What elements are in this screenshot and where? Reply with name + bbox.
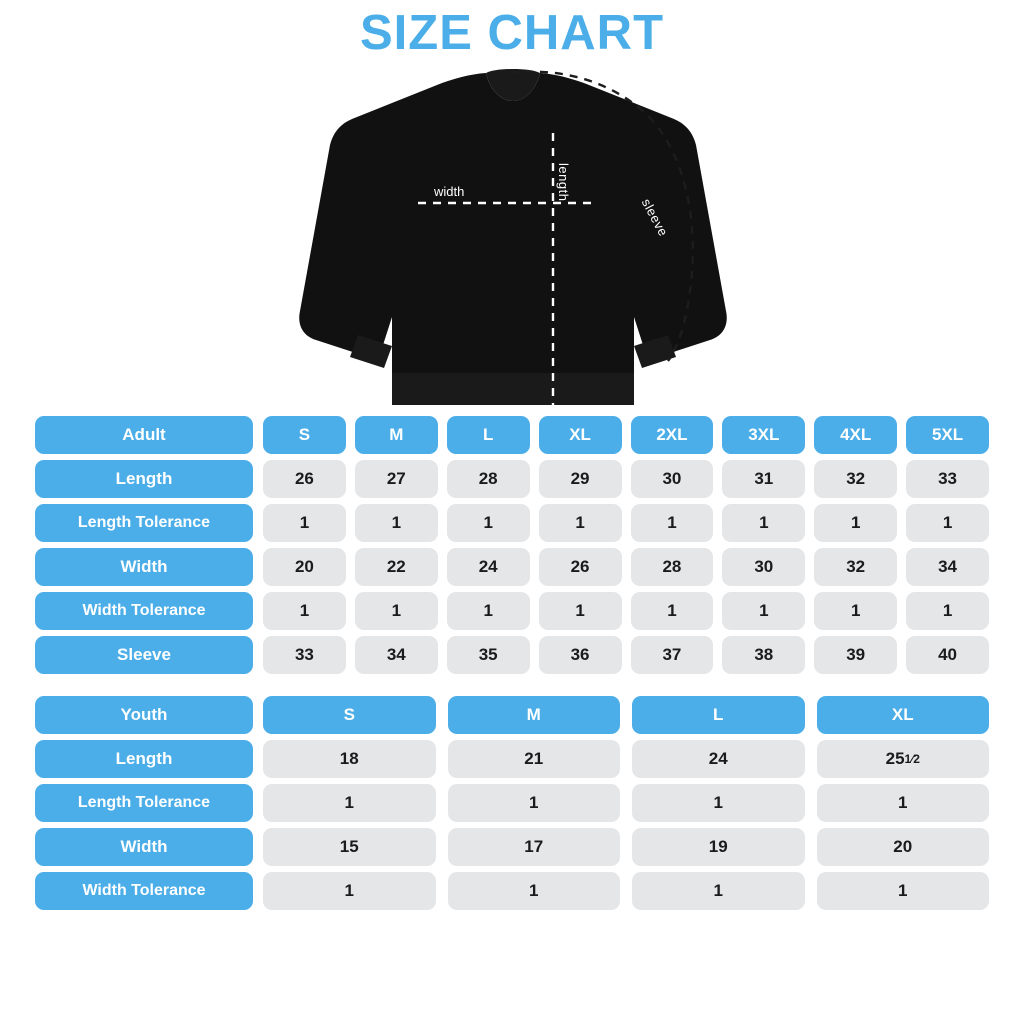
section-divider bbox=[0, 680, 1024, 696]
data-cell: 1 bbox=[263, 504, 346, 542]
table-row bbox=[35, 460, 989, 498]
data-cell: 15 bbox=[263, 828, 436, 866]
row-label: Width Tolerance bbox=[35, 872, 253, 910]
data-cell: 38 bbox=[722, 636, 805, 674]
table-row bbox=[35, 592, 989, 630]
row-label: Length bbox=[35, 740, 253, 778]
data-cell: 26 bbox=[539, 548, 622, 586]
row-label: Width Tolerance bbox=[35, 592, 253, 630]
data-cell: 36 bbox=[539, 636, 622, 674]
data-cell: 35 bbox=[447, 636, 530, 674]
adult-column-header: 2XL bbox=[631, 416, 714, 454]
data-cell: 31 bbox=[722, 460, 805, 498]
data-cell: 1 bbox=[906, 592, 989, 630]
data-cell: 24 bbox=[632, 740, 805, 778]
table-row bbox=[35, 784, 989, 822]
row-label: Length bbox=[35, 460, 253, 498]
youth-column-header: XL bbox=[817, 696, 990, 734]
data-cell: 33 bbox=[906, 460, 989, 498]
data-cell: 1 bbox=[263, 784, 436, 822]
data-cell: 32 bbox=[814, 460, 897, 498]
data-cell: 1 bbox=[632, 784, 805, 822]
garment-illustration bbox=[0, 61, 1024, 416]
row-label: Length Tolerance bbox=[35, 784, 253, 822]
sleeve-measure-label: sleeve bbox=[638, 196, 672, 240]
data-cell: 1 bbox=[814, 504, 897, 542]
youth-size-table bbox=[35, 696, 989, 910]
adult-column-header: L bbox=[447, 416, 530, 454]
data-cell: 1 bbox=[263, 872, 436, 910]
data-cell: 1 bbox=[447, 504, 530, 542]
data-cell: 17 bbox=[448, 828, 621, 866]
youth-column-header: S bbox=[263, 696, 436, 734]
adult-column-header: M bbox=[355, 416, 438, 454]
adult-header-row bbox=[35, 416, 989, 454]
data-cell: 34 bbox=[906, 548, 989, 586]
youth-header-row bbox=[35, 696, 989, 734]
data-cell: 28 bbox=[447, 460, 530, 498]
data-cell: 29 bbox=[539, 460, 622, 498]
width-measure-label: width bbox=[434, 184, 465, 200]
data-cell: 28 bbox=[631, 548, 714, 586]
row-label: Length Tolerance bbox=[35, 504, 253, 542]
row-label: Width bbox=[35, 828, 253, 866]
data-cell: 1 bbox=[447, 592, 530, 630]
data-cell: 1 bbox=[263, 592, 346, 630]
data-cell: 21 bbox=[448, 740, 621, 778]
data-cell: 30 bbox=[722, 548, 805, 586]
youth-header-label: Youth bbox=[35, 696, 253, 734]
data-cell: 1 bbox=[722, 504, 805, 542]
row-label: Width bbox=[35, 548, 253, 586]
data-cell: 40 bbox=[906, 636, 989, 674]
adult-column-header: S bbox=[263, 416, 346, 454]
data-cell: 1 bbox=[631, 592, 714, 630]
data-cell: 1 bbox=[906, 504, 989, 542]
data-cell: 19 bbox=[632, 828, 805, 866]
data-cell: 24 bbox=[447, 548, 530, 586]
row-label: Sleeve bbox=[35, 636, 253, 674]
data-cell: 34 bbox=[355, 636, 438, 674]
data-cell: 1 bbox=[631, 504, 714, 542]
adult-column-header: 4XL bbox=[814, 416, 897, 454]
data-cell: 1 bbox=[539, 592, 622, 630]
table-row bbox=[35, 504, 989, 542]
data-cell: 37 bbox=[631, 636, 714, 674]
adult-column-header: XL bbox=[539, 416, 622, 454]
data-cell: 22 bbox=[355, 548, 438, 586]
adult-header-label: Adult bbox=[35, 416, 253, 454]
data-cell: 1 bbox=[817, 872, 990, 910]
data-cell: 39 bbox=[814, 636, 897, 674]
table-row bbox=[35, 636, 989, 674]
data-cell: 1 bbox=[355, 592, 438, 630]
data-cell: 32 bbox=[814, 548, 897, 586]
length-measure-label: length bbox=[556, 163, 571, 202]
adult-column-header: 3XL bbox=[722, 416, 805, 454]
sweatshirt-svg bbox=[0, 61, 1024, 416]
data-cell: 1 bbox=[722, 592, 805, 630]
table-row bbox=[35, 740, 989, 778]
data-cell: 30 bbox=[631, 460, 714, 498]
data-cell: 27 bbox=[355, 460, 438, 498]
data-cell: 1 bbox=[448, 784, 621, 822]
data-cell: 1 bbox=[355, 504, 438, 542]
data-cell: 20 bbox=[263, 548, 346, 586]
data-cell: 18 bbox=[263, 740, 436, 778]
table-row bbox=[35, 872, 989, 910]
data-cell: 1 bbox=[814, 592, 897, 630]
adult-column-header: 5XL bbox=[906, 416, 989, 454]
data-cell: 1 bbox=[817, 784, 990, 822]
data-cell: 1 bbox=[539, 504, 622, 542]
data-cell: 33 bbox=[263, 636, 346, 674]
data-cell: 20 bbox=[817, 828, 990, 866]
table-row bbox=[35, 548, 989, 586]
data-cell: 1 bbox=[448, 872, 621, 910]
table-row bbox=[35, 828, 989, 866]
adult-size-table bbox=[35, 416, 989, 674]
data-cell: 26 bbox=[263, 460, 346, 498]
youth-column-header: L bbox=[632, 696, 805, 734]
data-cell: 25 1⁄2 bbox=[817, 740, 990, 778]
page-title: SIZE CHART bbox=[360, 6, 664, 60]
data-cell: 1 bbox=[632, 872, 805, 910]
youth-column-header: M bbox=[448, 696, 621, 734]
